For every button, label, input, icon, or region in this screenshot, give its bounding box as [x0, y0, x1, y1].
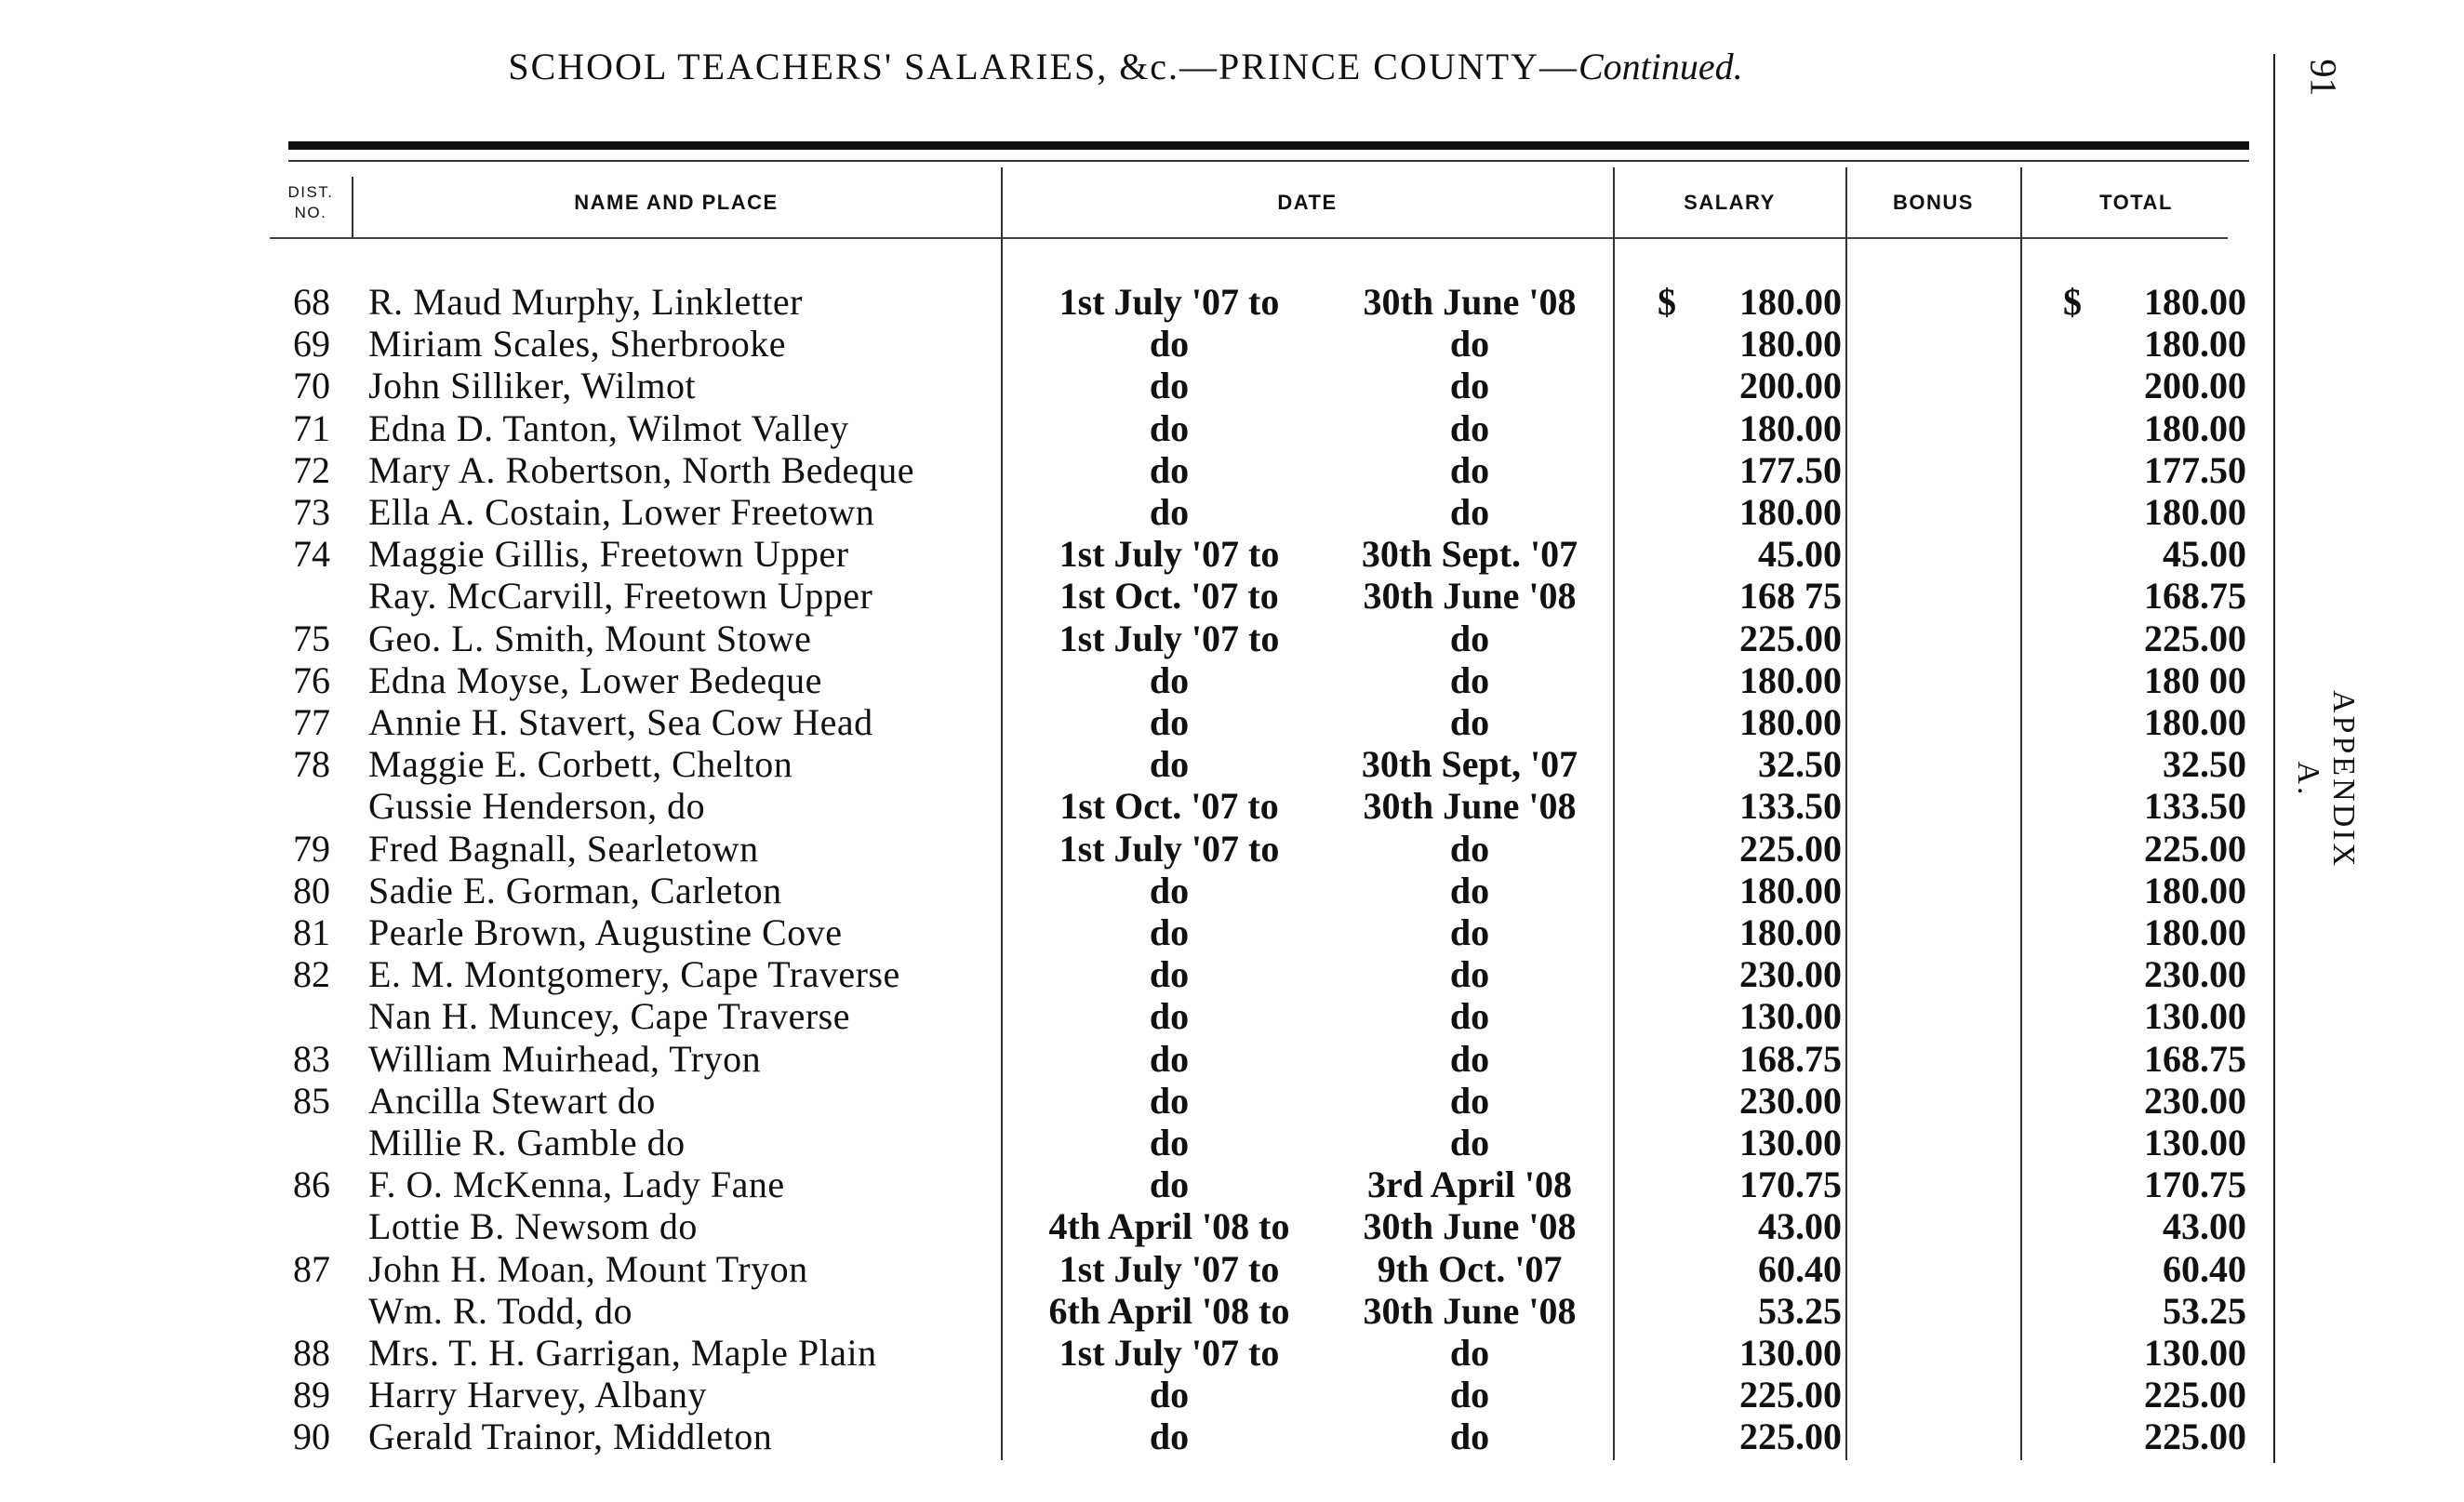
page-title-main: SCHOOL TEACHERS' SALARIES, &c.—PRINCE COUNTY— [508, 46, 1578, 87]
teacher-name-place: Annie H. Stavert, Sea Cow Head [368, 701, 873, 743]
dist-no: 83 [293, 1038, 330, 1080]
salary-amount: 45.00 [1758, 533, 1842, 575]
date-from: 4th April '08 to [1048, 1205, 1290, 1247]
teacher-name-place: Ella A. Costain, Lower Freetown [368, 491, 875, 533]
dist-no: 68 [293, 281, 330, 323]
dist-no: 78 [293, 743, 330, 785]
teacher-name-place: Maggie Gillis, Freetown Upper [368, 533, 849, 575]
date-from: 1st Oct. '07 to [1059, 575, 1279, 617]
dist-no: 77 [293, 701, 330, 743]
salary-amount: 130.00 [1739, 1122, 1842, 1163]
date-from: do [1149, 407, 1190, 449]
date-from: 1st July '07 to [1059, 828, 1280, 870]
header-salary: SALARY [1684, 191, 1776, 214]
column-divider [1613, 167, 1615, 1460]
total-amount: 180 00 [2144, 659, 2246, 701]
total-amount: 180.00 [2144, 491, 2246, 533]
dist-no: 88 [293, 1332, 330, 1374]
total-amount: 168.75 [2144, 575, 2246, 617]
date-to: do [1449, 659, 1490, 701]
dist-no: 90 [293, 1416, 330, 1457]
salary-amount: 168.75 [1739, 1038, 1842, 1080]
dist-no: 86 [293, 1163, 330, 1205]
date-to: do [1449, 365, 1490, 406]
total-amount: 133.50 [2144, 785, 2246, 827]
dist-no: 87 [293, 1248, 330, 1290]
teacher-name-place: Gerald Trainor, Middleton [368, 1416, 773, 1457]
date-to: 3rd April '08 [1366, 1163, 1573, 1205]
total-amount: 180.00 [2144, 281, 2246, 323]
date-from: do [1149, 1080, 1190, 1122]
teacher-name-place: Harry Harvey, Albany [368, 1374, 707, 1416]
header-dist-no: DIST. NO. [287, 183, 334, 221]
teacher-name-place: Mrs. T. H. Garrigan, Maple Plain [368, 1332, 877, 1374]
top-thick-rule [288, 141, 2249, 150]
date-to: do [1449, 407, 1490, 449]
total-amount: 45.00 [2163, 533, 2246, 575]
date-to: 30th June '08 [1363, 1290, 1577, 1332]
date-to: 30th June '08 [1363, 1205, 1577, 1247]
date-to: do [1449, 995, 1490, 1037]
date-to: do [1449, 828, 1490, 870]
date-from: do [1149, 1163, 1190, 1205]
total-amount: 60.40 [2163, 1248, 2246, 1290]
teacher-name-place: Millie R. Gamble do [368, 1122, 686, 1163]
teacher-name-place: Ray. McCarvill, Freetown Upper [368, 575, 873, 617]
salary-amount: 168 75 [1739, 575, 1842, 617]
dist-no: 80 [293, 870, 330, 911]
dist-no: 70 [293, 365, 330, 406]
total-amount: 130.00 [2144, 1122, 2246, 1163]
dist-no: 82 [293, 953, 330, 995]
teacher-name-place: Lottie B. Newsom do [368, 1205, 698, 1247]
date-to: do [1449, 618, 1490, 659]
total-amount: 180.00 [2144, 407, 2246, 449]
date-from: do [1149, 365, 1190, 406]
date-to: do [1449, 1374, 1490, 1416]
total-amount: 225.00 [2144, 1374, 2246, 1416]
teacher-name-place: Fred Bagnall, Searletown [368, 828, 759, 870]
date-from: 1st July '07 to [1059, 281, 1280, 323]
appendix-label: APPENDIX A. [2291, 689, 2361, 870]
date-to: do [1449, 911, 1490, 953]
total-amount: 53.25 [2163, 1290, 2246, 1332]
teacher-name-place: Miriam Scales, Sherbrooke [368, 323, 787, 365]
dist-no: 74 [293, 533, 330, 575]
date-from: 1st July '07 to [1059, 1248, 1280, 1290]
date-to: 30th June '08 [1363, 785, 1577, 827]
salary-amount: 43.00 [1758, 1205, 1842, 1247]
header-total: TOTAL [2099, 191, 2173, 214]
salary-amount: 180.00 [1739, 659, 1842, 701]
salary-amount: 180.00 [1739, 870, 1842, 911]
header-date: DATE [1277, 191, 1338, 214]
header-rule [270, 237, 2228, 239]
date-to: do [1449, 1038, 1490, 1080]
date-from: 1st July '07 to [1059, 618, 1280, 659]
date-to: 30th Sept. '07 [1361, 533, 1578, 575]
total-amount: 43.00 [2163, 1205, 2246, 1247]
date-to: 30th June '08 [1363, 281, 1577, 323]
total-amount: 130.00 [2144, 1332, 2246, 1374]
date-from: do [1149, 701, 1190, 743]
date-from: do [1149, 1038, 1190, 1080]
dist-no: 75 [293, 618, 330, 659]
date-from: 1st July '07 to [1059, 1332, 1280, 1374]
salary-amount: 170.75 [1739, 1163, 1842, 1205]
salary-amount: 180.00 [1739, 281, 1842, 323]
teacher-name-place: Sadie E. Gorman, Carleton [368, 870, 782, 911]
salary-amount: 60.40 [1758, 1248, 1842, 1290]
total-amount: 230.00 [2144, 953, 2246, 995]
date-to: do [1449, 953, 1490, 995]
page-number: 91 [2302, 59, 2345, 97]
total-amount: 180.00 [2144, 870, 2246, 911]
page-edge-rule [2273, 54, 2275, 1463]
total-amount: 225.00 [2144, 618, 2246, 659]
date-from: do [1149, 1122, 1190, 1163]
salary-amount: 32.50 [1758, 743, 1842, 785]
date-to: 9th Oct. '07 [1377, 1248, 1563, 1290]
column-divider [1845, 167, 1847, 1460]
date-from: do [1149, 911, 1190, 953]
column-divider [2020, 167, 2022, 1460]
salary-amount: 180.00 [1739, 407, 1842, 449]
date-to: do [1449, 323, 1490, 365]
date-to: do [1449, 1416, 1490, 1457]
total-amount: 168.75 [2144, 1038, 2246, 1080]
salary-amount: 230.00 [1739, 953, 1842, 995]
header-name-place: NAME AND PLACE [574, 191, 779, 214]
salary-amount: 180.00 [1739, 491, 1842, 533]
dist-no: 69 [293, 323, 330, 365]
total-amount: 230.00 [2144, 1080, 2246, 1122]
column-divider [1001, 167, 1003, 1460]
date-to: do [1449, 449, 1490, 491]
teacher-name-place: Maggie E. Corbett, Chelton [368, 743, 793, 785]
total-amount: 170.75 [2144, 1163, 2246, 1205]
teacher-name-place: John Silliker, Wilmot [368, 365, 697, 406]
page-title [0, 45, 2251, 88]
teacher-name-place: R. Maud Murphy, Linkletter [368, 281, 804, 323]
salary-amount: 130.00 [1739, 995, 1842, 1037]
teacher-name-place: Ancilla Stewart do [368, 1080, 656, 1122]
dist-no: 79 [293, 828, 330, 870]
date-from: 1st Oct. '07 to [1059, 785, 1279, 827]
total-amount: 180.00 [2144, 911, 2246, 953]
teacher-name-place: Edna D. Tanton, Wilmot Valley [368, 407, 849, 449]
salary-amount: 130.00 [1739, 1332, 1842, 1374]
dist-no: 81 [293, 911, 330, 953]
date-to: do [1449, 870, 1490, 911]
salary-amount: 225.00 [1739, 618, 1842, 659]
dist-no: 71 [293, 407, 330, 449]
teacher-name-place: F. O. McKenna, Lady Fane [368, 1163, 785, 1205]
date-to: do [1449, 1332, 1490, 1374]
teacher-name-place: E. M. Montgomery, Cape Traverse [368, 953, 900, 995]
dist-no: 89 [293, 1374, 330, 1416]
date-from: do [1149, 953, 1190, 995]
date-to: 30th Sept, '07 [1361, 743, 1578, 785]
date-from: do [1149, 491, 1190, 533]
salary-amount: 230.00 [1739, 1080, 1842, 1122]
salary-amount: 180.00 [1739, 911, 1842, 953]
salary-amount: 177.50 [1739, 449, 1842, 491]
date-from: 6th April '08 to [1048, 1290, 1290, 1332]
header-bonus: BONUS [1893, 191, 1974, 214]
teacher-name-place: Wm. R. Todd, do [368, 1290, 633, 1332]
total-amount: 177.50 [2144, 449, 2246, 491]
dist-no: 72 [293, 449, 330, 491]
date-from: do [1149, 1374, 1190, 1416]
date-from: 1st July '07 to [1059, 533, 1280, 575]
total-amount: 225.00 [2144, 828, 2246, 870]
teacher-name-place: Nan H. Muncey, Cape Traverse [368, 995, 850, 1037]
salary-amount: 180.00 [1739, 701, 1842, 743]
total-amount: 180.00 [2144, 323, 2246, 365]
total-amount: 180.00 [2144, 701, 2246, 743]
date-from: do [1149, 995, 1190, 1037]
total-amount: 32.50 [2163, 743, 2246, 785]
teacher-name-place: John H. Moan, Mount Tryon [368, 1248, 808, 1290]
teacher-name-place: Edna Moyse, Lower Bedeque [368, 659, 822, 701]
salary-amount: 225.00 [1739, 1374, 1842, 1416]
total-currency-sign: $ [2063, 281, 2082, 323]
salary-amount: 180.00 [1739, 323, 1842, 365]
salary-amount: 53.25 [1758, 1290, 1842, 1332]
total-amount: 130.00 [2144, 995, 2246, 1037]
salary-amount: 133.50 [1739, 785, 1842, 827]
teacher-name-place: Geo. L. Smith, Mount Stowe [368, 618, 812, 659]
page-title-continued: Continued. [1578, 46, 1743, 87]
date-from: do [1149, 659, 1190, 701]
date-to: do [1449, 491, 1490, 533]
teacher-name-place: William Muirhead, Tryon [368, 1038, 762, 1080]
date-to: 30th June '08 [1363, 575, 1577, 617]
dist-no: 76 [293, 659, 330, 701]
date-to: do [1449, 1080, 1490, 1122]
dist-no: 85 [293, 1080, 330, 1122]
date-to: do [1449, 1122, 1490, 1163]
date-to: do [1449, 701, 1490, 743]
date-from: do [1149, 743, 1190, 785]
teacher-name-place: Mary A. Robertson, North Bedeque [368, 449, 915, 491]
salary-amount: 200.00 [1739, 365, 1842, 406]
total-amount: 200.00 [2144, 365, 2246, 406]
teacher-name-place: Pearle Brown, Augustine Cove [368, 911, 843, 953]
date-from: do [1149, 1416, 1190, 1457]
salary-currency-sign: $ [1658, 281, 1676, 323]
date-from: do [1149, 323, 1190, 365]
date-from: do [1149, 870, 1190, 911]
salary-amount: 225.00 [1739, 1416, 1842, 1457]
salary-amount: 225.00 [1739, 828, 1842, 870]
teacher-name-place: Gussie Henderson, do [368, 785, 706, 827]
total-amount: 225.00 [2144, 1416, 2246, 1457]
date-from: do [1149, 449, 1190, 491]
top-thin-rule [288, 160, 2249, 162]
dist-no: 73 [293, 491, 330, 533]
